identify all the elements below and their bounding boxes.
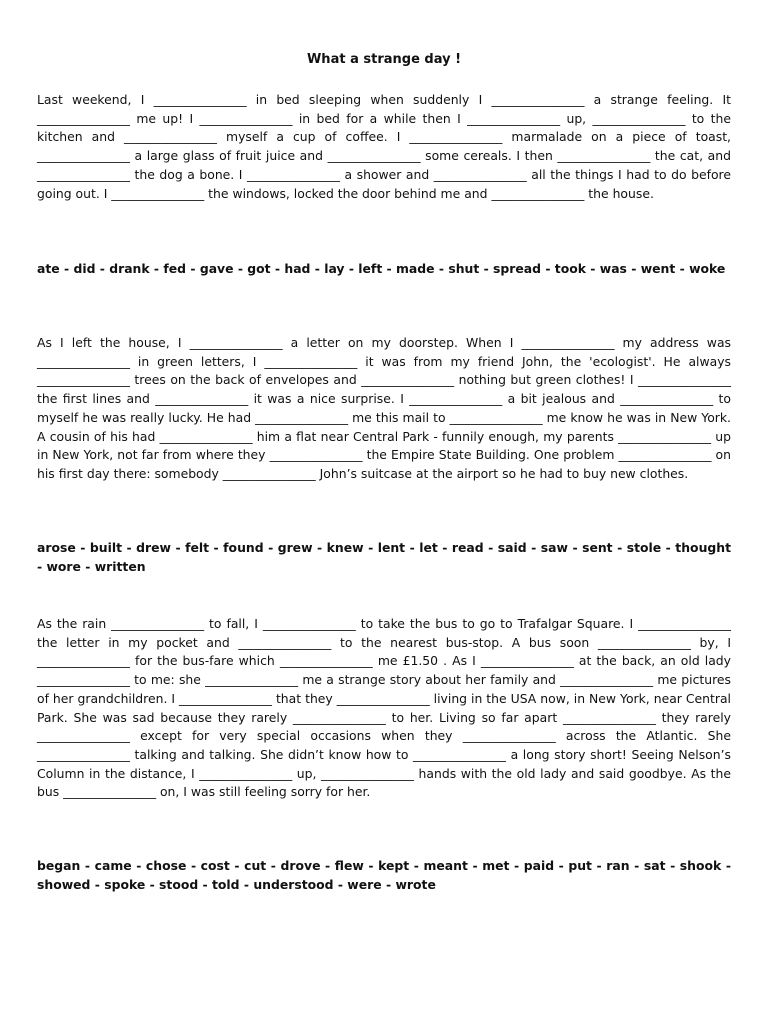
word-bank-2: arose - built - drew - felt - found - grew - knew - lent - let - read - said - saw - sent - stole - thought - wore - written: [37, 540, 731, 574]
exercise-paragraph-1: Last weekend, I _______________ in bed sleeping when suddenly I _______________ a strange feeling. It _______________ me up! I _______________ in bed for a while then I _______________ up, _______________ to the kitchen and _______________ myself a cup of coffee. I _______________ marmalade on a piece of toast, _______________ a large glass of fruit juice and _______________ some cereals. I then _______________ the cat, and _______________ the dog a bone. I _______________ a shower and _______________ all the things I had to do before going out. I _______________ the windows, locked the door behind me and _______________ the house.: [37, 92, 735, 201]
page-title: What a strange day !: [306, 52, 462, 67]
word-bank-1: ate - did - drank - fed - gave - got - had - lay - left - made - shut - spread - took - was - went - woke: [37, 261, 726, 276]
exercise-paragraph-2: As I left the house, I _______________ a letter on my doorstep. When I _______________ my address was _______________ in green letters, I _______________ it was from my friend John, the 'ecologist'. He always _______________ trees on the back of envelopes and _______________ nothing but green clothes! I _______________ the first lines and _______________ it was a nice surprise. I _______________ a bit jealous and _______________ to myself he was really lucky. He had _______________ me this mail to _______________ me know he was in New York. A cousin of his had _______________ him a flat near Central Park - funnily enough, my parents _______________ up in New York, not far from where they _______________ the Empire State Building. One problem _______________ on his first day there: somebody _______________ John’s suitcase at the airport so he had to buy new clothes.: [37, 335, 735, 481]
word-bank-3: began - came - chose - cost - cut - drove - flew - kept - meant - met - paid - put - ran - sat - shook - showed - spoke - stood - told - understood - were - wrote: [37, 858, 731, 892]
exercise-paragraph-3: As the rain _______________ to fall, I _______________ to take the bus to go to Trafalgar Square. I _______________ the letter in my pocket and _______________ to the nearest bus-stop. A bus soon _______________ by, I _______________ for the bus-fare which _______________ me £1.50 . As I _______________ at the back, an old lady _______________ to me: she _______________ me a strange story about her family and _______________ me pictures of her grandchildren. I _______________ that they _______________ living in the USA now, in New York, near Central Park. She was sad because they rarely _______________ to her. Living so far apart _______________ they rarely _______________ except for very special occasions when they _______________ across the Atlantic. She _______________ talking and talking. She didn’t know how to _______________ a long story short! Seeing Nelson’s Column in the distance, I _______________ up, _______________ hands with the old lady and said goodbye. As the bus _______________ on, I was still feeling sorry for her.: [37, 616, 735, 800]
